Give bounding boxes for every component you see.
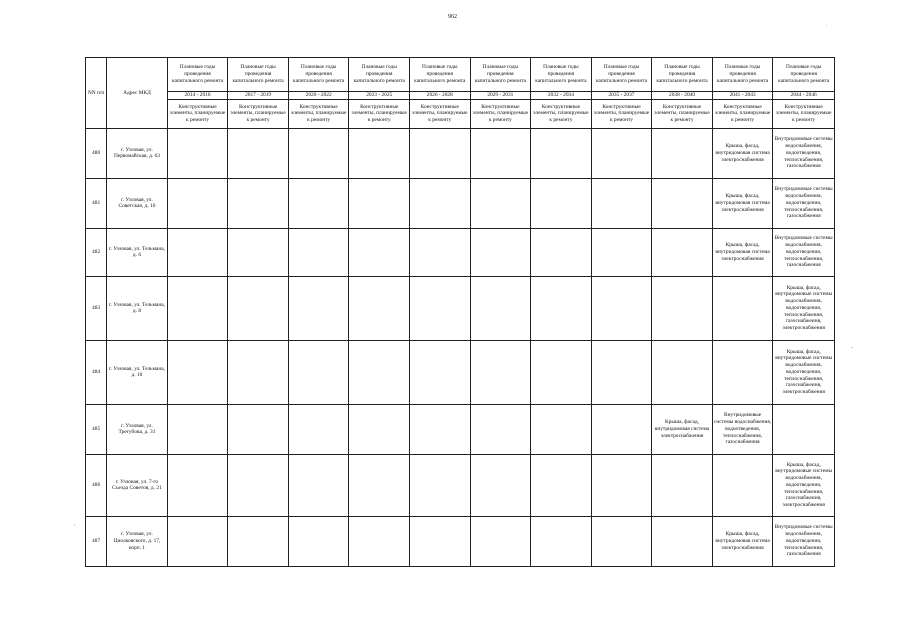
- row-address: г. Узловая, ул. Циолковского, д. 17, корп. 1: [107, 516, 168, 566]
- repair-elements-cell: [652, 276, 713, 340]
- period-header-title: Плановые годы проведения капитального ремонта: [531, 58, 592, 92]
- repair-elements-cell: [410, 178, 471, 228]
- period-header-years: 2023 - 2025: [349, 92, 410, 100]
- row-number: 485: [86, 404, 107, 454]
- repair-elements-cell: Крыша, фасад, внутридомовая система электроснабжения: [712, 128, 773, 178]
- repair-elements-cell: [288, 454, 349, 516]
- period-header-title: Плановые годы проведения капитального ремонта: [712, 58, 773, 92]
- period-header-years: 2035 - 2037: [591, 92, 652, 100]
- col-header-address: Адрес МКД: [107, 58, 168, 129]
- repair-elements-cell: [228, 128, 289, 178]
- repair-elements-cell: Крыша, фасад, внутридомовые системы водоснабжения, водоотведения, теплоснабжения, газоснабжения, электроснабжения: [773, 340, 835, 404]
- repair-elements-cell: Крыша, фасад, внутридомовая система электроснабжения: [712, 228, 773, 276]
- repair-elements-cell: [531, 516, 592, 566]
- repair-elements-cell: [288, 276, 349, 340]
- repair-elements-cell: Внутридомовые системы водоснабжения, водоотведения, теплоснабжения, газоснабжения: [773, 228, 835, 276]
- period-header-years: 2029 - 2031: [470, 92, 531, 100]
- page-number: 962: [448, 14, 457, 20]
- repair-elements-cell: Крыша, фасад, внутридомовые системы водоснабжения, водоотведения, теплоснабжения, газоснабжения, электроснабжения: [773, 276, 835, 340]
- repair-elements-cell: [167, 228, 228, 276]
- period-header-years: 2038 - 2040: [652, 92, 713, 100]
- repair-elements-cell: [228, 404, 289, 454]
- repair-elements-cell: [591, 128, 652, 178]
- period-header-title: Плановые годы проведения капитального ремонта: [167, 58, 228, 92]
- repair-elements-cell: Внутридомовые системы водоснабжения, водоотведения, теплоснабжения, газоснабжения: [773, 178, 835, 228]
- period-header-title: Плановые годы проведения капитального ремонта: [652, 58, 713, 92]
- period-header-elements: Конструктивные элементы, планируемые к ремонту: [410, 99, 471, 128]
- table-row: [86, 276, 835, 340]
- repair-elements-cell: [228, 516, 289, 566]
- period-header-years: 2017 - 2019: [228, 92, 289, 100]
- scan-speck: ·: [826, 24, 828, 29]
- repair-elements-cell: [712, 276, 773, 340]
- period-header-elements: Конструктивные элементы, планируемые к ремонту: [591, 99, 652, 128]
- repair-elements-cell: [167, 178, 228, 228]
- repair-elements-cell: [167, 276, 228, 340]
- repair-elements-cell: [228, 178, 289, 228]
- table-row: [86, 340, 835, 404]
- row-address: г. Узловая, ул. Тельмана, д. 6: [107, 228, 168, 276]
- repair-elements-cell: [470, 228, 531, 276]
- row-number: 481: [86, 178, 107, 228]
- period-header-years: 2026 - 2028: [410, 92, 471, 100]
- repair-elements-cell: [591, 276, 652, 340]
- repair-elements-cell: [652, 228, 713, 276]
- scan-speck: ': [74, 525, 75, 530]
- repair-elements-cell: [228, 228, 289, 276]
- period-header-elements: Конструктивные элементы, планируемые к ремонту: [228, 99, 289, 128]
- repair-elements-cell: [652, 516, 713, 566]
- repair-elements-cell: Внутридомовые системы водоснабжения, водоотведения, теплоснабжения, газоснабжения: [773, 128, 835, 178]
- row-address: г. Узловая, ул. 7-го Съезда Советов, д. 21: [107, 454, 168, 516]
- repair-elements-cell: [773, 404, 835, 454]
- repair-elements-cell: [288, 228, 349, 276]
- period-header-title: Плановые годы проведения капитального ремонта: [470, 58, 531, 92]
- row-number: 482: [86, 228, 107, 276]
- period-header-years: 2044 - 2046: [773, 92, 835, 100]
- repair-elements-cell: [470, 276, 531, 340]
- repair-elements-cell: [288, 404, 349, 454]
- repair-elements-cell: [228, 340, 289, 404]
- period-header-elements: Конструктивные элементы, планируемые к ремонту: [349, 99, 410, 128]
- repair-elements-cell: [652, 128, 713, 178]
- repair-elements-cell: Внутридомовые системы водоснабжения, водоотведения, теплоснабжения, газоснабжения: [773, 516, 835, 566]
- table-row: [86, 128, 835, 178]
- repair-elements-cell: Крыша, фасад, внутридомовая система электроснабжения: [652, 404, 713, 454]
- table-row: [86, 178, 835, 228]
- repair-elements-cell: [470, 178, 531, 228]
- repair-elements-cell: [288, 178, 349, 228]
- table-body: [86, 128, 835, 566]
- repair-elements-cell: [531, 404, 592, 454]
- period-header-elements: Конструктивные элементы, планируемые к ремонту: [652, 99, 713, 128]
- repair-elements-cell: [652, 178, 713, 228]
- period-header-title: Плановые годы проведения капитального ремонта: [773, 58, 835, 92]
- repair-elements-cell: [167, 454, 228, 516]
- row-number: 486: [86, 454, 107, 516]
- repair-elements-cell: [167, 516, 228, 566]
- repair-elements-cell: [410, 276, 471, 340]
- repair-elements-cell: [349, 454, 410, 516]
- repair-elements-cell: Внутридомовые системы водоснабжения, водоотведения, теплоснабжения, газоснабжения: [712, 404, 773, 454]
- repair-elements-cell: [652, 340, 713, 404]
- repair-elements-cell: [652, 454, 713, 516]
- repair-elements-cell: [410, 340, 471, 404]
- repair-elements-cell: Крыша, фасад, внутридомовая система электроснабжения: [712, 516, 773, 566]
- repair-elements-cell: [288, 128, 349, 178]
- repair-elements-cell: [167, 404, 228, 454]
- repair-elements-cell: [591, 178, 652, 228]
- repair-elements-cell: [531, 228, 592, 276]
- repair-elements-cell: [228, 454, 289, 516]
- period-header-elements: Конструктивные элементы, планируемые к ремонту: [531, 99, 592, 128]
- repair-elements-cell: [531, 178, 592, 228]
- table-row: [86, 404, 835, 454]
- repair-elements-cell: [591, 228, 652, 276]
- repair-elements-cell: [470, 340, 531, 404]
- period-header-elements: Конструктивные элементы, планируемые к ремонту: [288, 99, 349, 128]
- table-row: [86, 516, 835, 566]
- repair-elements-cell: [288, 340, 349, 404]
- repair-elements-cell: [349, 178, 410, 228]
- repair-elements-cell: [349, 516, 410, 566]
- scan-speck: -: [851, 346, 853, 351]
- repair-elements-cell: [531, 128, 592, 178]
- table-row: [86, 228, 835, 276]
- period-header-elements: Конструктивные элементы, планируемые к ремонту: [712, 99, 773, 128]
- repair-elements-cell: [349, 128, 410, 178]
- repair-elements-cell: [531, 340, 592, 404]
- repair-elements-cell: [410, 128, 471, 178]
- period-header-elements: Конструктивные элементы, планируемые к ремонту: [773, 99, 835, 128]
- repair-elements-cell: [712, 340, 773, 404]
- repair-elements-cell: [591, 340, 652, 404]
- period-header-elements: Конструктивные элементы, планируемые к ремонту: [167, 99, 228, 128]
- repair-elements-cell: [470, 516, 531, 566]
- repair-elements-cell: [349, 404, 410, 454]
- period-header-years: 2041 - 2043: [712, 92, 773, 100]
- repair-elements-cell: [410, 516, 471, 566]
- row-number: 483: [86, 276, 107, 340]
- period-header-title: Плановые годы проведения капитального ремонта: [591, 58, 652, 92]
- repair-elements-cell: [410, 454, 471, 516]
- period-header-years: 2032 - 2034: [531, 92, 592, 100]
- repair-elements-cell: Крыша, фасад, внутридомовая система электроснабжения: [712, 178, 773, 228]
- table-row: [86, 454, 835, 516]
- period-header-years: 2020 - 2022: [288, 92, 349, 100]
- repair-elements-cell: [531, 454, 592, 516]
- row-number: 484: [86, 340, 107, 404]
- period-header-title: Плановые годы проведения капитального ремонта: [228, 58, 289, 92]
- repair-elements-cell: [531, 276, 592, 340]
- row-address: г. Узловая, ул. Советская, д. 10: [107, 178, 168, 228]
- repair-elements-cell: [349, 228, 410, 276]
- repair-elements-cell: [167, 128, 228, 178]
- repair-elements-cell: [712, 454, 773, 516]
- repair-elements-cell: [349, 276, 410, 340]
- row-number: 480: [86, 128, 107, 178]
- repair-elements-cell: [228, 276, 289, 340]
- repair-elements-cell: [470, 454, 531, 516]
- table-header: [86, 58, 835, 129]
- row-address: г. Узловая, ул. Первомайская, д. 63: [107, 128, 168, 178]
- repair-elements-cell: [591, 404, 652, 454]
- row-address: г. Узловая, ул. Тельмана, д. 10: [107, 340, 168, 404]
- col-header-num: NN п/п: [86, 58, 107, 129]
- repair-elements-cell: [410, 404, 471, 454]
- period-header-elements: Конструктивные элементы, планируемые к ремонту: [470, 99, 531, 128]
- period-header-years: 2014 - 2016: [167, 92, 228, 100]
- repair-elements-cell: [167, 340, 228, 404]
- period-header-title: Плановые годы проведения капитального ремонта: [288, 58, 349, 92]
- repair-elements-cell: [591, 516, 652, 566]
- period-header-title: Плановые годы проведения капитального ремонта: [410, 58, 471, 92]
- row-address: г. Узловая, ул. Тельмана, д. 8: [107, 276, 168, 340]
- repair-elements-cell: [349, 340, 410, 404]
- repair-elements-cell: [470, 404, 531, 454]
- capital-repair-schedule-table: [85, 57, 835, 567]
- repair-elements-cell: [470, 128, 531, 178]
- row-address: г. Узловая, ул. Трегубова, д. 31: [107, 404, 168, 454]
- repair-elements-cell: [410, 228, 471, 276]
- repair-elements-cell: Крыша, фасад, внутридомовые системы водоснабжения, водоотведения, теплоснабжения, газоснабжения, электроснабжения: [773, 454, 835, 516]
- period-header-title: Плановые годы проведения капитального ремонта: [349, 58, 410, 92]
- row-number: 487: [86, 516, 107, 566]
- repair-elements-cell: [288, 516, 349, 566]
- repair-elements-cell: [591, 454, 652, 516]
